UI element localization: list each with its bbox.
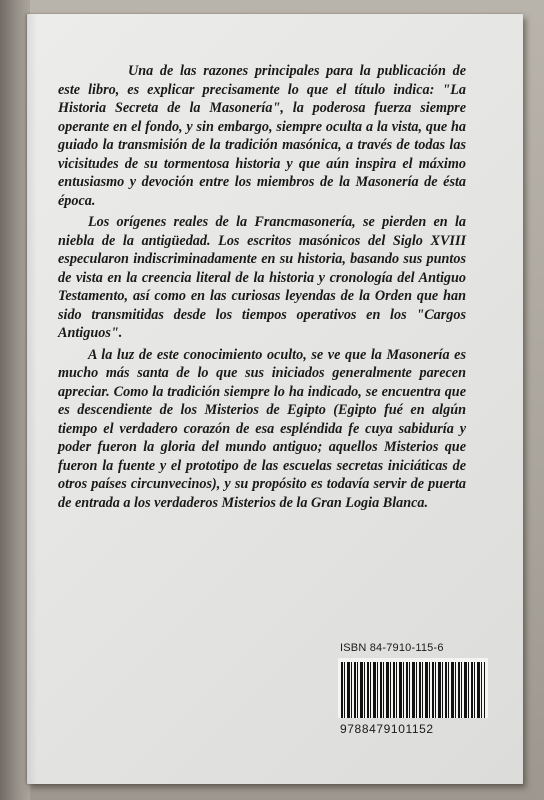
blurb-paragraph-3: A la luz de este conocimiento oculto, se ve que la Masonería es mucho más santa de lo que sus iniciados generalmente parecen apreciar. Como la tradición siempre lo ha indicado, se encuentra que es descendiente de los Misterios de Egipto (Egipto fué en algún tiempo el verdadero corazón de esa espléndida fe cuya sabiduría y poder fueron la gloria del mundo antiguo; aquellos Misterios que fueron la fuente y el prototipo de las escuelas secretas iniciáticas de otros países circunvecinos), y su propósito es todavía servir de puerta de entrada a los verdaderos Misterios de la Gran Logia Blanca. <box>58 346 466 511</box>
back-cover-blurb <box>58 62 466 512</box>
blurb-paragraph-1: Una de las razones principales para la publicación de este libro, es explicar precisamente lo que el título indica: "La Historia Secreta de la Masonería", la poderosa fuerza siempre operante en el fondo, y sin embargo, siempre oculta a la vista, que ha guiado la transmisión de la tradición masónica, a través de todas las vicisitudes de su tormentosa historia y que aún inspira el máximo entusiasmo y devoción entre los miembros de la Masonería de ésta época. <box>58 63 466 209</box>
barcode-icon <box>341 662 485 718</box>
ean-number: 9788479101152 <box>340 722 434 736</box>
barcode-box <box>338 658 488 718</box>
isbn-label: ISBN 84-7910-115-6 <box>340 642 444 654</box>
background-shadow <box>0 0 30 800</box>
blurb-paragraph-2: Los orígenes reales de la Francmasonería, se pierden en la niebla de la antigüedad. Los escritos masónicos del Siglo XVIII especularon indiscriminadamente en su historia, basando sus puntos de vista en la creencia literal de la historia y cronología del Antiguo Testamento, así como en las curiosas leyendas de la Orden que han sido transmitidas desde los tiempos operativos en los "Cargos Antiguos". <box>58 214 466 341</box>
